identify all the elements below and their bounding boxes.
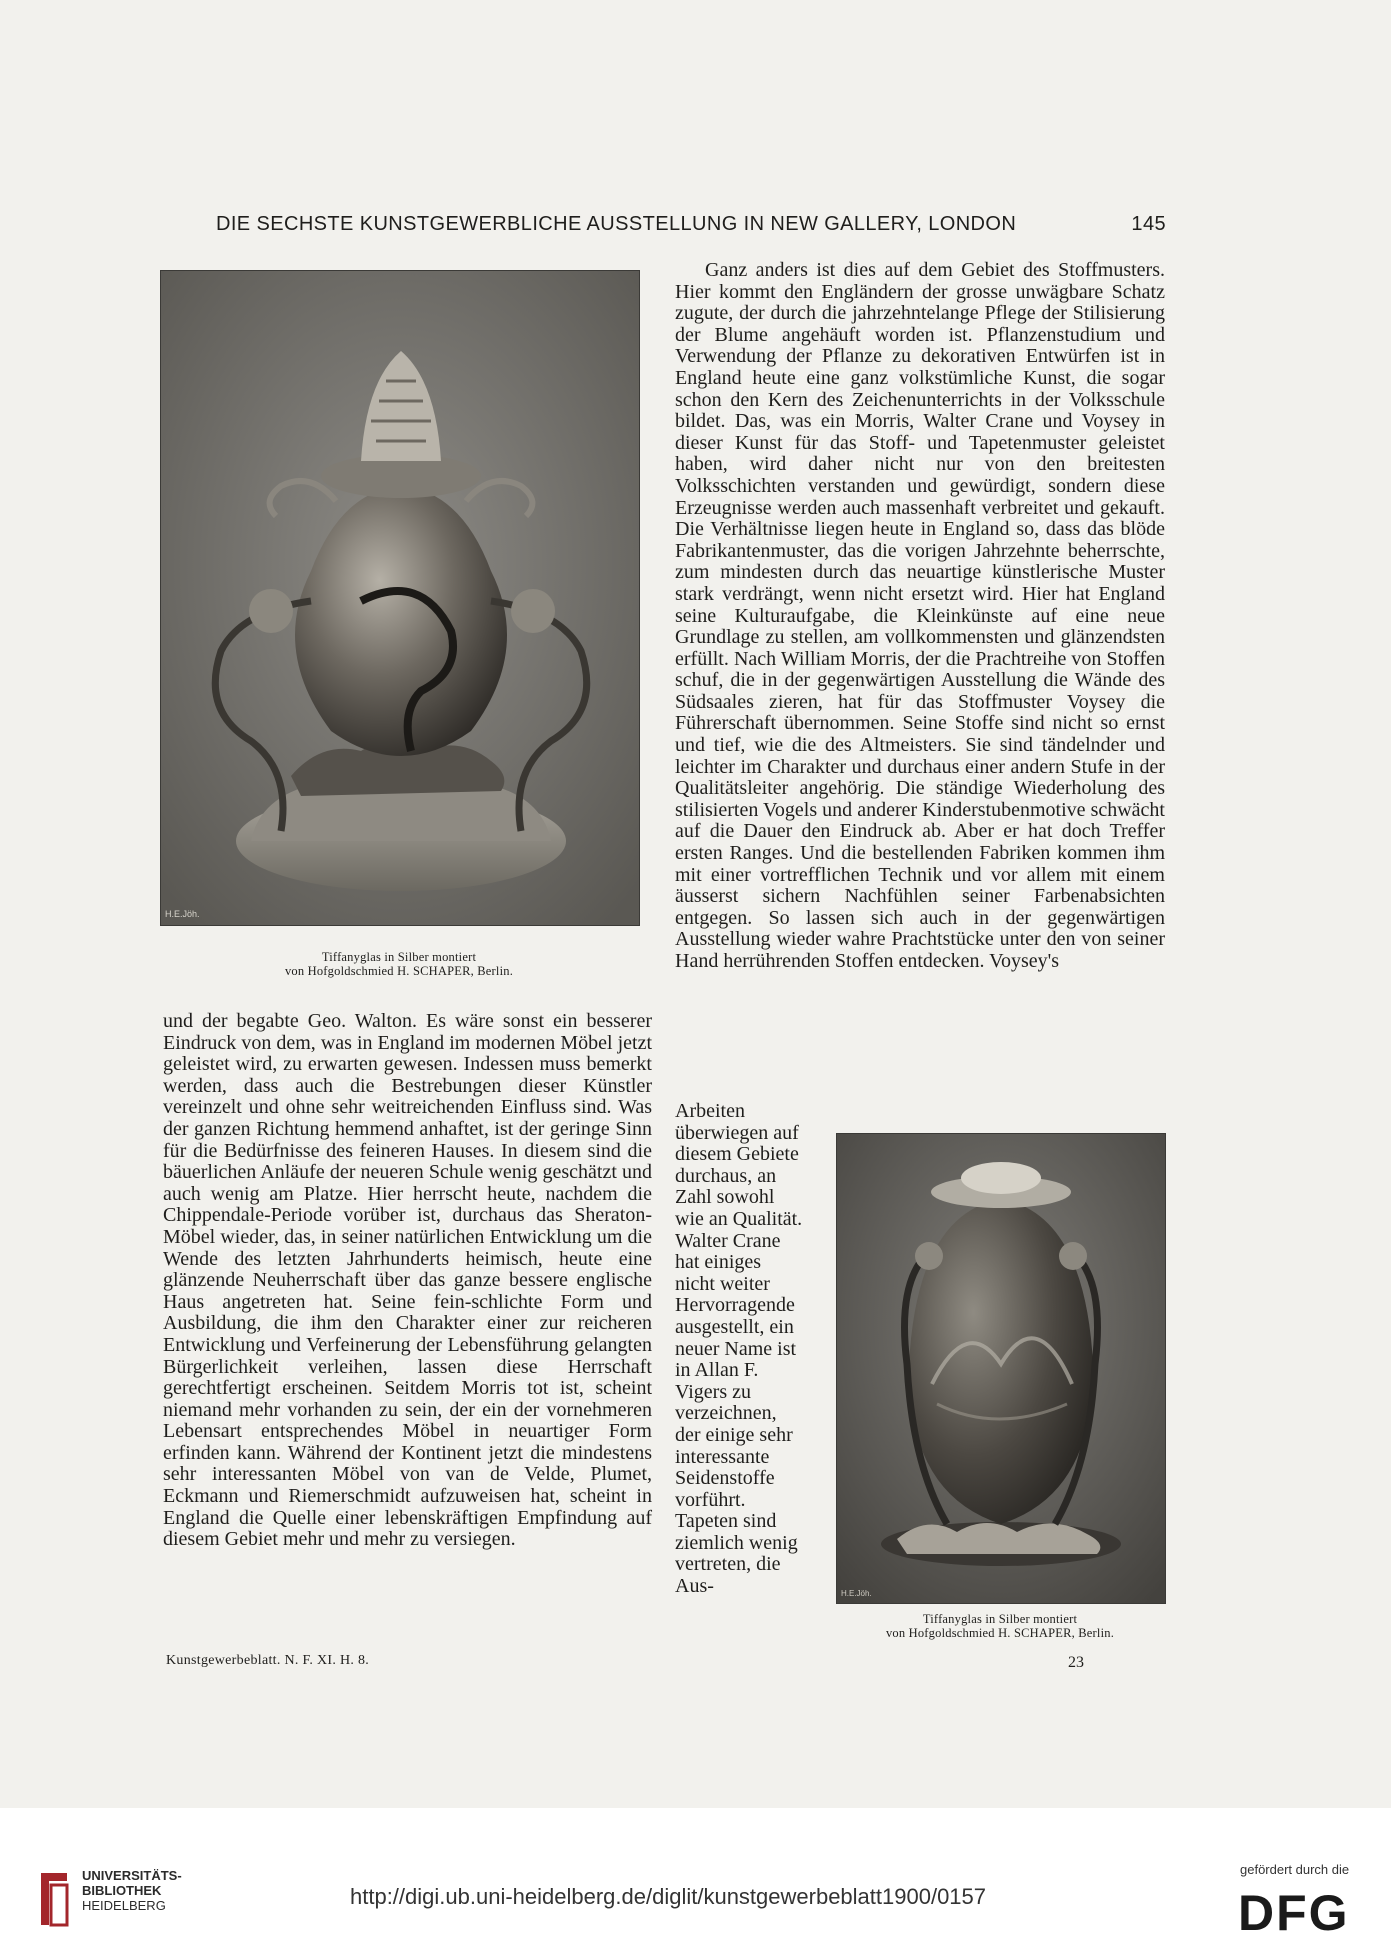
photo-signature-2: H.E.Jöh.: [841, 1589, 872, 1598]
dfg-logo: DFG: [1238, 1885, 1350, 1941]
photo-signature-1: H.E.Jöh.: [165, 909, 200, 919]
right-narrow-column: [675, 1101, 805, 1598]
journal-signature-line: Kunstgewerbeblatt. N. F. XI. H. 8.: [166, 1653, 370, 1668]
library-name-line2: BIBLIOTHEK: [82, 1883, 162, 1898]
figure-vase-with-handles: [160, 270, 640, 926]
figure-1-caption-line2: von Hofgoldschmied H. SCHAPER, Berlin.: [284, 964, 514, 978]
figure-2-caption-line1: Tiffanyglas in Silber montiert: [922, 1612, 1078, 1626]
vase-photo-1: [161, 271, 639, 925]
funding-note: gefördert durch die: [1240, 1862, 1350, 1877]
sheet-number: 23: [1068, 1654, 1084, 1671]
figure-2-caption-line2: von Hofgoldschmied H. SCHAPER, Berlin.: [885, 1626, 1115, 1640]
right-column-paragraph: Ganz anders ist dies auf dem Gebiet des Stoffmusters. Hier kommt den Engländern der grosse unwägbare Schatz zugute, der durch die jahrzehntelange Pflege der Stilisierung der Blume angehäuft worden ist. Pflanzenstudium und Verwendung der Pflanze zu dekorativen Entwürfen ist in England heute eine ganz volkstümliche Kunst, die sogar schon den Kern des Zeichenunterrichts in der Volksschule bildet. Das, was ein Morris, Walter Crane und Voysey in dieser Kunst für das Stoff- und Tapetenmuster geleistet haben, wird daher nicht nur von den breitesten Volksschichten verstanden und gewürdigt, sondern diese Erzeugnisse werden auch massenhaft verbreitet und gekauft. Die Verhältnisse liegen heute in England so, dass das blöde Fabrikantenmuster, das die vorigen Jahrzehnte beherrschte, zum mindesten durch das neuartige künstlerische Muster stark verdrängt, wenn nicht ersetzt wird. Hier hat England seine Kulturaufgabe, die Kleinkünste auf eine neue Grundlage zu stellen, am vollkommensten und glänzendsten erfüllt. Nach William Morris, der die Prachtreihe von Stoffen schuf, die in der gegenwärtigen Ausstellung die Wände des Südsaales zieren, hat für das Stoffmuster Voysey die Führerschaft übernommen. Seine Stoffe sind nicht so ernst und tief, wie die des Altmeisters. Sie sind tändelnder und leichter im Charakter und durchaus einer andern Stufe in der Qualitätsleiter angehörig. Die ständige Wiederholung des stilisierten Vogels und anderer Kinderstubenmotive schwächt auf die Dauer den Eindruck ab. Aber er hat doch Treffer ersten Ranges. Und die bestellenden Fabriken kommen ihm mit einer vortrefflichen Technik und vor allem mit einem äusserst sichern Nachfühlen seiner Farbenabsichten entgegen. So lassen sich auch in der gegenwärtigen Ausstellung wieder wahre Prachtstücke unter den von seiner Hand herrührenden Stoffen entdecken. Voysey's: [675, 259, 1165, 972]
left-column: [163, 1011, 652, 1551]
running-title: DIE SECHSTE KUNSTGEWERBLICHE AUSSTELLUNG IN NEW GALLERY, LONDON: [216, 213, 1017, 235]
page-number: 145: [1131, 213, 1166, 235]
figure-2-caption: [820, 1612, 1180, 1640]
library-name-line1: UNIVERSITÄTS-: [82, 1868, 182, 1883]
library-name-line3: HEIDELBERG: [82, 1898, 166, 1913]
vase-photo-2: [837, 1134, 1165, 1603]
figure-1-caption-line1: Tiffanyglas in Silber montiert: [321, 950, 477, 964]
figure-1-caption: [160, 950, 638, 978]
library-name: [82, 1868, 182, 1913]
archive-bar: [0, 1808, 1391, 1952]
right-column: [675, 260, 1165, 973]
running-header: [216, 213, 1166, 236]
left-column-paragraph: und der begabte Geo. Walton. Es wäre sonst ein besserer Eindruck von dem, was in England im modernen Möbel jetzt geleistet wird, zu erwarten gewesen. Indessen muss bemerkt werden, dass auch die Bestrebungen dieser Künstler vereinzelt und ohne sehr weitreichenden Einfluss sind. Was der ganzen Richtung hemmend anhaftet, ist der geringe Sinn für die Bedürfnisse des feineren Hauses. In diesem sind die bäuerlichen Anläufe der neueren Schule wenig geschätzt und auch wenig am Platze. Hier herrscht heute, nachdem die Chippendale-Periode vorüber ist, durchaus das Sheraton-Möbel wieder, das, in seiner natürlichen Entwicklung um die Wende des letzten Jahrhunderts heimisch, heute eine glänzende Neuherrschaft über das ganze bessere englische Haus angetreten hat. Seine fein-schlichte Form und Ausbildung, die ihm den Charakter einer zur reicheren Entwicklung und Verfeinerung der Lebensführung gelangten Bürgerlichkeit verleihen, lassen diese Herrschaft gerechtfertigt erscheinen. Seitdem Morris tot ist, scheint niemand mehr vorhanden zu sein, der ein der vornehmeren Lebensart entsprechendes Möbel in neuartiger Form erfinden kann. Während der Kontinent jetzt die mindestens sehr interessanten Möbel von van de Velde, Plumet, Eckmann und Riemerschmidt aufzuweisen hat, scheint in England die Quelle einer lebenskräftigen Empfindung auf diesem Gebiet mehr und mehr zu versiegen.: [163, 1010, 652, 1551]
library-logo-icon: [37, 1869, 71, 1929]
permalink-url[interactable]: http://digi.ub.uni-heidelberg.de/diglit/kunstgewerbeblatt1900/0157: [350, 1884, 987, 1909]
right-narrow-paragraph: Arbeiten überwiegen auf diesem Gebiete durchaus, an Zahl sowohl wie an Qualität. Walter Crane hat einiges nicht weiter Hervorragende ausgestellt, ein neuer Name ist in Allan F. Vigers zu verzeichnen, der einige sehr interessante Seidenstoffe vorführt. Tapeten sind ziemlich wenig vertreten, die Aus-: [675, 1100, 803, 1598]
figure-egg-vase: [836, 1133, 1166, 1604]
